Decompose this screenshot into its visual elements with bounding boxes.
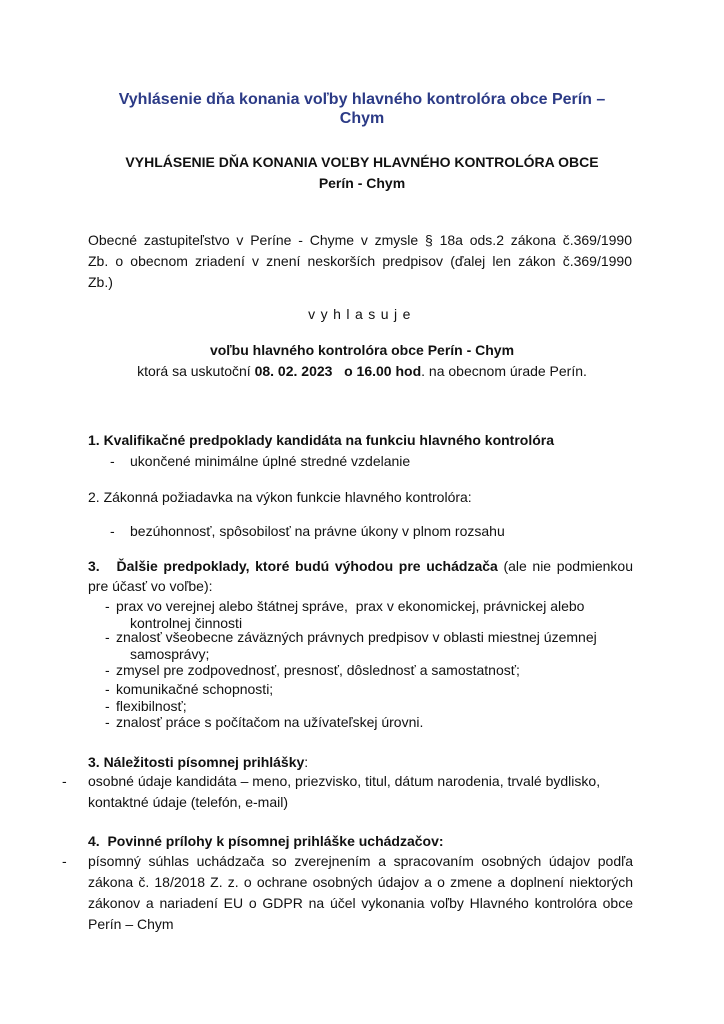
- bullet-dash: -: [110, 453, 115, 469]
- section3b-item-line1: osobné údaje kandidáta – meno, priezvisko, titul, dátum narodenia, trvalé bydlisko,: [88, 773, 601, 789]
- election-details: [0, 362, 724, 380]
- section3-item1-line2: kontrolnej činnosti: [130, 615, 243, 631]
- section1-item: ukončené minimálne úplné stredné vzdelanie: [130, 453, 411, 469]
- section4-item-line2: zákona č. 18/2018 Z. z. o ochrane osobných údajov a o zmene a doplnení niektorých: [88, 874, 633, 890]
- bullet-dash: -: [105, 662, 110, 678]
- intro-line1: Obecné zastupiteľstvo v Períne - Chyme v zmysle § 18a ods.2 zákona č.369/1990: [88, 232, 632, 248]
- document-title-line1: Vyhlásenie dňa konania voľby hlavného kontrolóra obce Perín –: [118, 91, 606, 108]
- section3b-item-line2: kontaktné údaje (telefón, e-mail): [88, 794, 288, 810]
- announcement-heading-line2: Perín - Chym: [318, 175, 406, 191]
- bullet-dash: -: [110, 523, 115, 539]
- election-time: o 16.00 hod: [332, 363, 422, 379]
- section3-item1-line1: prax vo verejnej alebo štátnej správe, prax v ekonomickej, právnickej alebo: [116, 598, 585, 614]
- section3-heading: [88, 557, 633, 575]
- section3-item4: komunikačné schopnosti;: [116, 681, 274, 697]
- election-pre: ktorá sa uskutoční: [137, 363, 255, 379]
- section3-heading-rest: (ale nie podmienkou: [497, 558, 633, 574]
- section3-item3: zmysel pre zodpovednosť, presnosť, dôslednosť a samostatnosť;: [116, 662, 520, 678]
- section3b-heading-rest: :: [304, 754, 309, 770]
- section4-item-line3: zákonov a nariadení EU o GDPR na účel vykonania voľby Hlavného kontrolóra obce: [88, 895, 633, 911]
- bullet-dash: -: [105, 629, 110, 645]
- section3b-heading: [88, 753, 308, 771]
- section3-item2-line2: samosprávy;: [130, 646, 210, 662]
- announce-word: vyhlasuje: [308, 306, 416, 322]
- section2-heading: 2. Zákonná požiadavka na výkon funkcie hlavného kontrolóra:: [88, 489, 472, 505]
- section4-item-line4: Perín – Chym: [88, 916, 174, 932]
- announcement-heading-line1: VYHLÁSENIE DŇA KONANIA VOĽBY HLAVNÉHO KONTROLÓRA OBCE: [125, 154, 599, 170]
- section4-heading: 4. Povinné prílohy k písomnej prihláške uchádzačov:: [88, 833, 444, 849]
- bullet-dash: -: [105, 714, 110, 730]
- section3-heading-line2: pre účasť vo voľbe):: [88, 578, 213, 594]
- bullet-dash: -: [105, 698, 110, 714]
- bullet-dash: -: [105, 681, 110, 697]
- section3-item5: flexibilnosť;: [116, 698, 187, 714]
- section3-item2-line1: znalosť všeobecne záväzných právnych predpisov v oblasti miestnej územnej: [116, 629, 597, 645]
- election-title: voľbu hlavného kontrolóra obce Perín - Chym: [209, 342, 515, 358]
- bullet-dash: -: [62, 773, 67, 789]
- section2-item: bezúhonnosť, spôsobilosť na právne úkony v plnom rozsahu: [130, 523, 505, 539]
- section1-heading: 1. Kvalifikačné predpoklady kandidáta na funkciu hlavného kontrolóra: [88, 432, 555, 448]
- section3-heading-bold: 3. Ďalšie predpoklady, ktoré budú výhodou pre uchádzača: [88, 558, 498, 574]
- election-date: 08. 02. 2023: [254, 363, 333, 379]
- bullet-dash: -: [62, 853, 67, 869]
- intro-line3: Zb.): [88, 274, 113, 290]
- section3-item6: znalosť práce s počítačom na užívateľskej úrovni.: [116, 714, 424, 730]
- intro-line2: Zb. o obecnom zriadení v znení neskorších predpisov (ďalej len zákon č.369/1990: [88, 253, 632, 269]
- bullet-dash: -: [105, 598, 110, 614]
- section3b-heading-bold: 3. Náležitosti písomnej prihlášky: [88, 754, 305, 770]
- section4-item-line1: písomný súhlas uchádzača so zverejnením a spracovaním osobných údajov podľa: [88, 853, 633, 869]
- election-post: . na obecnom úrade Perín.: [421, 363, 587, 379]
- document-title-line2: Chym: [339, 110, 385, 127]
